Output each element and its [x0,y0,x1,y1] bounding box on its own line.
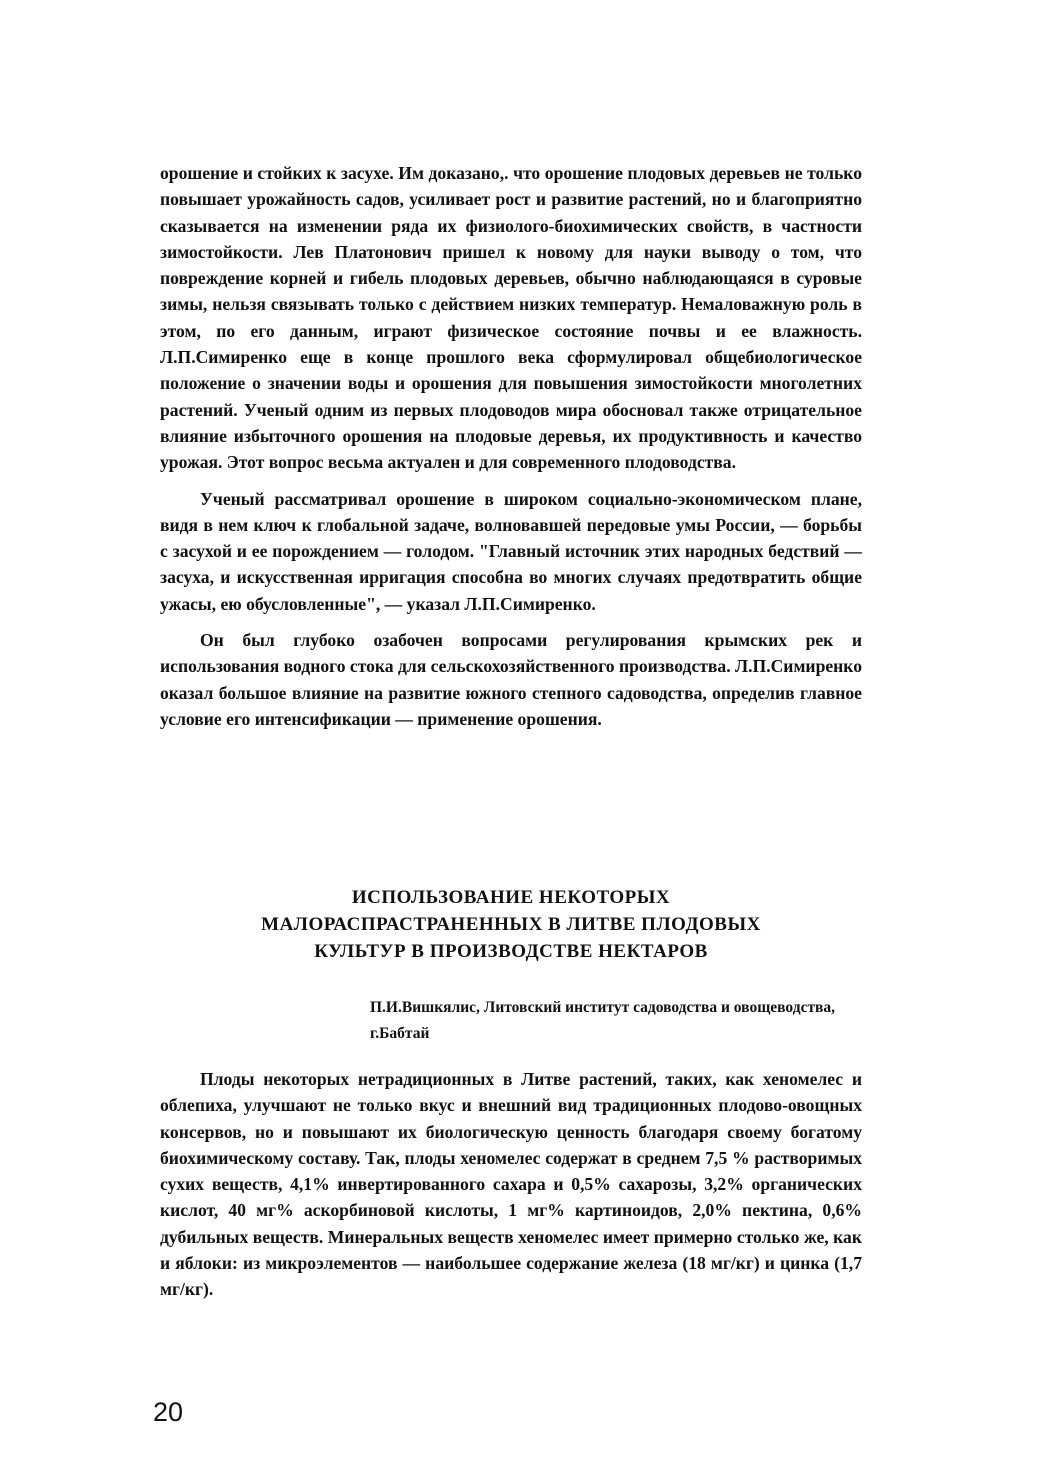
paragraph-irrigation-research: орошение и стойких к засухе. Им доказано,. что орошение плодовых деревьев не только повышает урожайность садов, усиливает рост и развитие растений, но и благоприятно сказывается на изменении ряда их физиолого-биохимических свойств, в частности зимостойкости. Лев Платонович пришел к новому для науки выводу о том, что повреждение корней и гибель плодовых деревьев, обычно наблюдающаяся в суровые зимы, нельзя связывать только с действием низких температур. Немаловажную роль в этом, по его данным, играют физическое состояние почвы и ее влажность. Л.П.Симиренко еще в конце прошлого века сформулировал общебиологическое положение о значении воды и орошения для повышения зимостойкости многолетних растений. Ученый одним из первых плодоводов мира обосновал также отрицательное влияние избыточного орошения на плодовые деревья, их продуктивность и качество урожая. Этот вопрос весьма актуален и для современного плодоводства. [160,163,862,473]
section-title-line-1: ИСПОЛЬЗОВАНИЕ НЕКОТОРЫХ [351,887,671,908]
upper-text-block [160,160,862,732]
section-title [160,884,862,965]
paragraph-crimean-rivers: Он был глубоко озабочен вопросами регулирования крымских рек и использования водного стока для сельскохозяйственного производства. Л.П.Симиренко оказал большое влияние на развитие южного степного садоводства, определив главное условие его интенсификации — применение орошения. [160,630,862,729]
author-byline: П.И.Вишкялис, Литовский институт садоводства и овощеводства, г.Бабтай [370,999,836,1042]
paragraph-nontraditional-fruits: Плоды некоторых нетрадиционных в Литве растений, таких, как хеномелес и облепиха, улучшают не только вкус и внешний вид традиционных плодово-овощных консервов, но и повышают их биологическую ценность благодаря своему богатому биохимическому составу. Так, плоды хеномелес содержат в среднем 7,5 % растворимых сухих веществ, 4,1% инвертированного сахара и 0,5% сахарозы, 3,2% органических кислот, 40 мг% аскорбиновой кислоты, 1 мг% картиноидов, 2,0% пектина, 0,6% дубильных веществ. Минеральных веществ хеномелес имеет примерно столько же, как и яблоки: из микроэлементов — наибольшее содержание железа (18 мг/кг) и цинка (1,7 мг/кг). [160,1069,862,1300]
lower-text-block [160,1066,862,1303]
section-title-line-3: КУЛЬТУР В ПРОИЗВОДСТВЕ НЕКТАРОВ [314,941,708,962]
paragraph-social-economic-view: Ученый рассматривал орошение в широком социально-экономическом плане, видя в нем ключ к глобальной задаче, волновавшей передовые умы России, — борьбы с засухой и ее порождением — голодом. "Главный источник этих народных бедствий — засуха, и искусственная ирригация способна во многих случаях предотвратить общие ужасы, ею обусловленные", — указал Л.П.Симиренко. [160,488,862,614]
section-title-line-2: МАЛОРАСПРАСТРАНЕННЫХ В ЛИТВЕ ПЛОДОВЫХ [261,914,761,935]
page-number: 20 [153,1397,184,1427]
